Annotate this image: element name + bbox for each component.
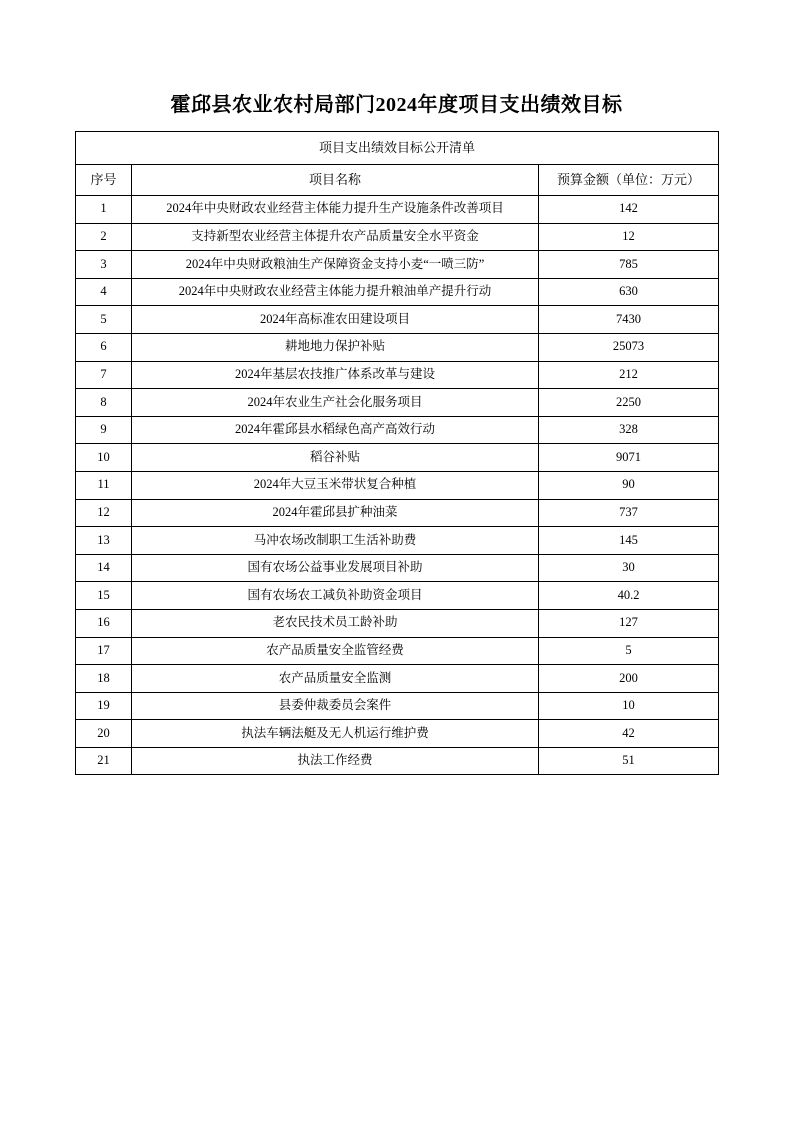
table-header-row	[76, 165, 719, 196]
row-name: 执法车辆法艇及无人机运行维护费	[132, 720, 539, 748]
row-amount: 7430	[539, 306, 719, 334]
row-index: 4	[76, 278, 132, 306]
row-index: 13	[76, 527, 132, 555]
table-row	[76, 554, 719, 582]
column-header-index: 序号	[76, 165, 132, 196]
row-name: 老农民技术员工龄补助	[132, 609, 539, 637]
column-header-amount: 预算金额（单位：万元）	[539, 165, 719, 196]
row-name: 耕地地力保护补贴	[132, 333, 539, 361]
row-index: 12	[76, 499, 132, 527]
row-name: 马冲农场改制职工生活补助费	[132, 527, 539, 555]
row-name: 2024年霍邱县扩种油菜	[132, 499, 539, 527]
table-row	[76, 471, 719, 499]
row-amount: 42	[539, 720, 719, 748]
row-amount: 127	[539, 609, 719, 637]
performance-target-table	[75, 131, 719, 775]
row-name: 国有农场农工减负补助资金项目	[132, 582, 539, 610]
row-index: 7	[76, 361, 132, 389]
table-row	[76, 665, 719, 693]
table-row	[76, 637, 719, 665]
row-amount: 142	[539, 196, 719, 224]
row-name: 2024年高标准农田建设项目	[132, 306, 539, 334]
row-amount: 30	[539, 554, 719, 582]
table-row	[76, 747, 719, 775]
row-amount: 630	[539, 278, 719, 306]
row-index: 2	[76, 223, 132, 251]
table-row	[76, 499, 719, 527]
row-name: 执法工作经费	[132, 747, 539, 775]
row-amount: 90	[539, 471, 719, 499]
column-header-name: 项目名称	[132, 165, 539, 196]
row-amount: 51	[539, 747, 719, 775]
row-index: 16	[76, 609, 132, 637]
row-name: 2024年中央财政农业经营主体能力提升生产设施条件改善项目	[132, 196, 539, 224]
table-container	[0, 131, 793, 775]
row-amount: 2250	[539, 389, 719, 417]
row-amount: 200	[539, 665, 719, 693]
row-amount: 12	[539, 223, 719, 251]
table-row	[76, 196, 719, 224]
table-row	[76, 333, 719, 361]
row-index: 11	[76, 471, 132, 499]
row-name: 2024年农业生产社会化服务项目	[132, 389, 539, 417]
row-index: 21	[76, 747, 132, 775]
row-amount: 328	[539, 416, 719, 444]
row-index: 1	[76, 196, 132, 224]
row-amount: 145	[539, 527, 719, 555]
row-index: 19	[76, 692, 132, 720]
table-row	[76, 444, 719, 472]
row-name: 国有农场公益事业发展项目补助	[132, 554, 539, 582]
row-amount: 785	[539, 251, 719, 279]
table-subtitle: 项目支出绩效目标公开清单	[76, 132, 719, 165]
row-amount: 5	[539, 637, 719, 665]
row-index: 5	[76, 306, 132, 334]
table-row	[76, 306, 719, 334]
table-row	[76, 389, 719, 417]
table-subtitle-row	[76, 132, 719, 165]
table-row	[76, 527, 719, 555]
row-index: 18	[76, 665, 132, 693]
table-row	[76, 609, 719, 637]
row-name: 农产品质量安全监管经费	[132, 637, 539, 665]
row-name: 县委仲裁委员会案件	[132, 692, 539, 720]
row-index: 8	[76, 389, 132, 417]
table-row	[76, 720, 719, 748]
table-row	[76, 251, 719, 279]
row-index: 6	[76, 333, 132, 361]
row-name: 2024年大豆玉米带状复合种植	[132, 471, 539, 499]
table-row	[76, 223, 719, 251]
table-row	[76, 692, 719, 720]
row-index: 14	[76, 554, 132, 582]
row-index: 15	[76, 582, 132, 610]
row-index: 17	[76, 637, 132, 665]
row-name: 2024年霍邱县水稻绿色高产高效行动	[132, 416, 539, 444]
row-index: 3	[76, 251, 132, 279]
row-index: 10	[76, 444, 132, 472]
page-title: 霍邱县农业农村局部门2024年度项目支出绩效目标	[170, 94, 623, 116]
row-amount: 25073	[539, 333, 719, 361]
row-amount: 10	[539, 692, 719, 720]
table-row	[76, 278, 719, 306]
row-name: 2024年中央财政农业经营主体能力提升粮油单产提升行动	[132, 278, 539, 306]
row-amount: 40.2	[539, 582, 719, 610]
row-amount: 212	[539, 361, 719, 389]
row-name: 农产品质量安全监测	[132, 665, 539, 693]
table-row	[76, 416, 719, 444]
table-row	[76, 361, 719, 389]
table-body	[76, 132, 719, 775]
row-name: 2024年基层农技推广体系改革与建设	[132, 361, 539, 389]
row-index: 20	[76, 720, 132, 748]
row-name: 支持新型农业经营主体提升农产品质量安全水平资金	[132, 223, 539, 251]
row-amount: 9071	[539, 444, 719, 472]
row-name: 2024年中央财政粮油生产保障资金支持小麦“一喷三防”	[132, 251, 539, 279]
row-amount: 737	[539, 499, 719, 527]
table-row	[76, 582, 719, 610]
row-name: 稻谷补贴	[132, 444, 539, 472]
row-index: 9	[76, 416, 132, 444]
